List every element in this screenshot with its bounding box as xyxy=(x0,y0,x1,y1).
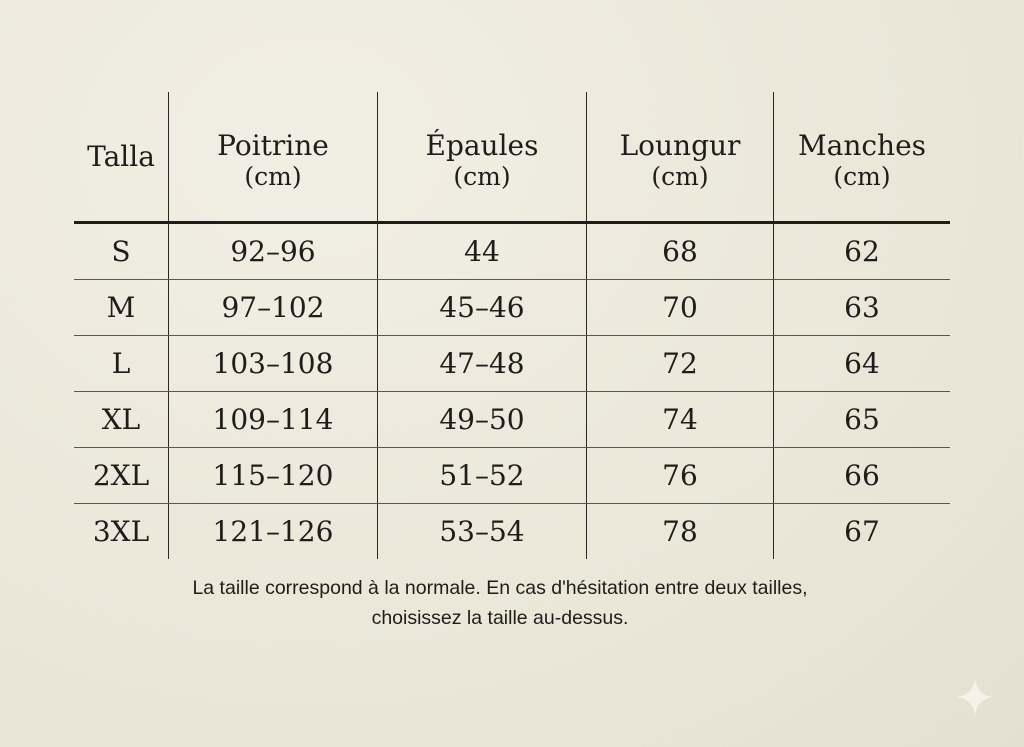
cell-poitrine: 92–96 xyxy=(169,223,378,280)
cell-manches: 64 xyxy=(774,336,951,392)
header-unit: (cm) xyxy=(244,162,302,191)
cell-longueur: 68 xyxy=(587,223,774,280)
table-row xyxy=(74,504,950,560)
header-manches xyxy=(774,92,951,223)
cell-size: 2XL xyxy=(74,448,169,504)
header-epaules xyxy=(378,92,587,223)
cell-poitrine: 109–114 xyxy=(169,392,378,448)
table-row xyxy=(74,280,950,336)
cell-epaules: 47–48 xyxy=(378,336,587,392)
table-row xyxy=(74,448,950,504)
header-unit: (cm) xyxy=(651,162,709,191)
table-body xyxy=(74,223,950,560)
cell-epaules: 45–46 xyxy=(378,280,587,336)
cell-poitrine: 115–120 xyxy=(169,448,378,504)
cell-poitrine: 121–126 xyxy=(169,504,378,560)
size-chart-table xyxy=(74,92,950,559)
header-poitrine xyxy=(169,92,378,223)
cell-longueur: 72 xyxy=(587,336,774,392)
note-line-1: La taille correspond à la normale. En cas d'hésitation entre deux tailles, xyxy=(192,577,808,599)
sparkle-icon xyxy=(955,677,995,717)
cell-manches: 67 xyxy=(844,515,880,548)
header-talla xyxy=(74,92,169,223)
header-longueur xyxy=(587,92,774,223)
size-note xyxy=(0,573,1000,633)
cell-manches: 62 xyxy=(774,223,951,280)
header-unit: (cm) xyxy=(453,162,511,191)
header-unit: (cm) xyxy=(833,162,891,191)
cell-size: M xyxy=(74,280,169,336)
header-label: Manches xyxy=(797,129,927,162)
cell-epaules: 53–54 xyxy=(378,504,587,560)
table-row xyxy=(74,223,950,280)
cell-size: S xyxy=(74,223,169,280)
cell-longueur: 70 xyxy=(587,280,774,336)
cell-poitrine: 97–102 xyxy=(169,280,378,336)
header-label: Talla xyxy=(87,140,155,173)
cell-manches: 65 xyxy=(774,392,951,448)
cell-epaules: 51–52 xyxy=(378,448,587,504)
table-row xyxy=(74,336,950,392)
header-label: Poitrine xyxy=(217,129,329,162)
cell-size: XL xyxy=(74,392,169,448)
cell-size: L xyxy=(74,336,169,392)
header-label: Loungur xyxy=(619,129,741,162)
cell-manches: 63 xyxy=(774,280,951,336)
table-row xyxy=(74,392,950,448)
cell-longueur: 76 xyxy=(587,448,774,504)
header-label: Épaules xyxy=(425,129,539,162)
cell-poitrine: 103–108 xyxy=(169,336,378,392)
cell-epaules: 49–50 xyxy=(378,392,587,448)
cell-longueur: 74 xyxy=(587,392,774,448)
note-line-2: choisissez la taille au-dessus. xyxy=(371,607,629,629)
cell-longueur: 78 xyxy=(587,504,774,560)
cell-size: 3XL xyxy=(74,504,169,560)
cell-epaules: 44 xyxy=(378,223,587,280)
table-header xyxy=(74,92,950,223)
header-row xyxy=(74,92,950,223)
cell-manches: 66 xyxy=(774,448,951,504)
